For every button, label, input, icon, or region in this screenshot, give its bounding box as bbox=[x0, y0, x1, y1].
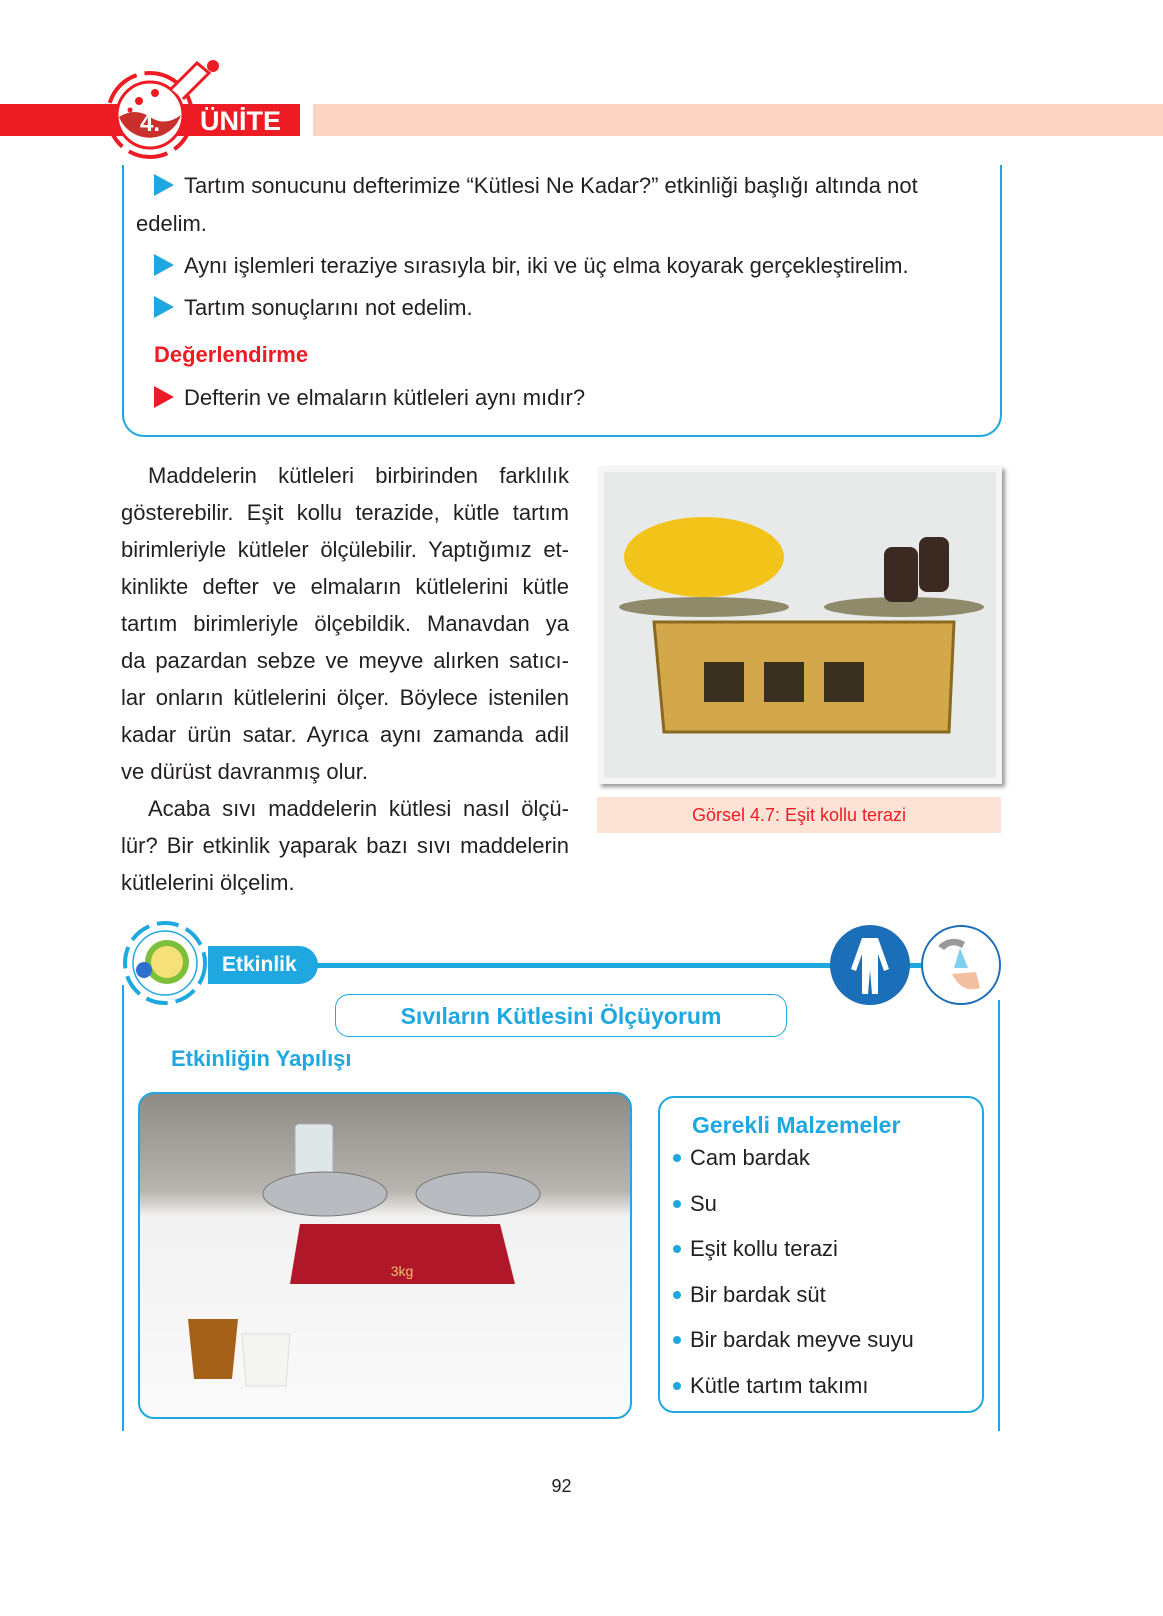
material-item: Bir bardak meyve suyu bbox=[660, 1317, 982, 1363]
material-item: Cam bardak bbox=[660, 1135, 982, 1181]
play-bullet-icon bbox=[154, 254, 174, 276]
svg-text:3kg: 3kg bbox=[390, 1263, 414, 1279]
figure-caption: Görsel 4.7: Eşit kollu terazi bbox=[597, 797, 1001, 833]
evaluation-question: Defterin ve elmaların kütleleri aynı mıdır? bbox=[136, 379, 996, 417]
liquid-scale-photo bbox=[138, 1092, 632, 1419]
materials-box bbox=[658, 1096, 984, 1413]
paragraph-1 bbox=[121, 457, 569, 790]
step-1: Tartım sonucunu defterimize “Kütlesi Ne Kadar?” etkinliği başlığı altında not bbox=[136, 167, 996, 205]
svg-text:4.: 4. bbox=[139, 110, 161, 137]
evaluation-heading: Değerlendirme bbox=[154, 342, 309, 367]
step-3: Tartım sonuçlarını not edelim. bbox=[136, 289, 996, 327]
paragraph-2 bbox=[121, 790, 569, 901]
play-bullet-icon bbox=[154, 174, 174, 196]
text-line: gösterebilir. Eşit kollu terazide, kütle tartım bbox=[121, 500, 569, 525]
materials-heading: Gerekli Malzemeler bbox=[692, 1112, 901, 1138]
text-line: lar onların kütlelerini ölçer. Böylece istenilen bbox=[121, 685, 569, 710]
activity-border-right bbox=[998, 1000, 1000, 1431]
unit-banner-peach bbox=[313, 104, 1163, 136]
unit-label: ÜNİTE bbox=[200, 106, 281, 136]
material-item: Eşit kollu terazi bbox=[660, 1226, 982, 1272]
protective-clothing-icon bbox=[829, 924, 911, 1006]
text-line: ve dürüst davranmış olur. bbox=[121, 759, 369, 784]
text-line: Maddelerin kütleleri birbirinden farklılık bbox=[148, 463, 569, 488]
text-line: Acaba sıvı maddelerin kütlesi nasıl ölçü- bbox=[148, 796, 569, 821]
text-line: da pazardan sebze ve meyve alırken satıcı- bbox=[121, 648, 569, 673]
activity-label: Etkinlik bbox=[208, 946, 318, 984]
material-item: Bir bardak süt bbox=[660, 1272, 982, 1318]
text-line: kütlelerini ölçelim. bbox=[121, 870, 295, 895]
scale-photo bbox=[598, 466, 1002, 784]
activity-border-left bbox=[122, 985, 124, 1431]
procedure-heading: Etkinliğin Yapılışı bbox=[171, 1046, 352, 1071]
text-line: kinlikte defter ve elmaların kütlelerini kütle bbox=[121, 574, 569, 599]
step-2: Aynı işlemleri teraziye sırasıyla bir, iki ve üç elma koyarak gerçekleştirelim. bbox=[136, 247, 996, 285]
steps-box bbox=[122, 165, 1002, 437]
text-line: kadar ürün satar. Ayrıca aynı zamanda adil bbox=[121, 722, 569, 747]
balance-scale-image bbox=[604, 472, 996, 778]
page-number: 92 bbox=[551, 1476, 572, 1496]
step-1-cont: edelim. bbox=[136, 211, 207, 236]
body-text bbox=[121, 457, 569, 901]
play-bullet-icon bbox=[154, 296, 174, 318]
material-item: Su bbox=[660, 1181, 982, 1227]
text-line: tartım birimleriyle ölçebildik. Manavdan ya bbox=[121, 611, 569, 636]
red-balance-scale-image bbox=[140, 1094, 632, 1419]
text-line: birimleriyle kütleler ölçülebilir. Yaptığımız et- bbox=[121, 537, 569, 562]
hand-washing-icon bbox=[920, 924, 1002, 1006]
activity-title: Sıvıların Kütlesini Ölçüyorum bbox=[335, 994, 787, 1037]
play-bullet-icon bbox=[154, 386, 174, 408]
clock-mascot-icon bbox=[122, 920, 208, 1006]
material-item: Kütle tartım takımı bbox=[660, 1363, 982, 1409]
text-line: lür? Bir etkinlik yaparak bazı sıvı maddelerin bbox=[121, 833, 569, 858]
